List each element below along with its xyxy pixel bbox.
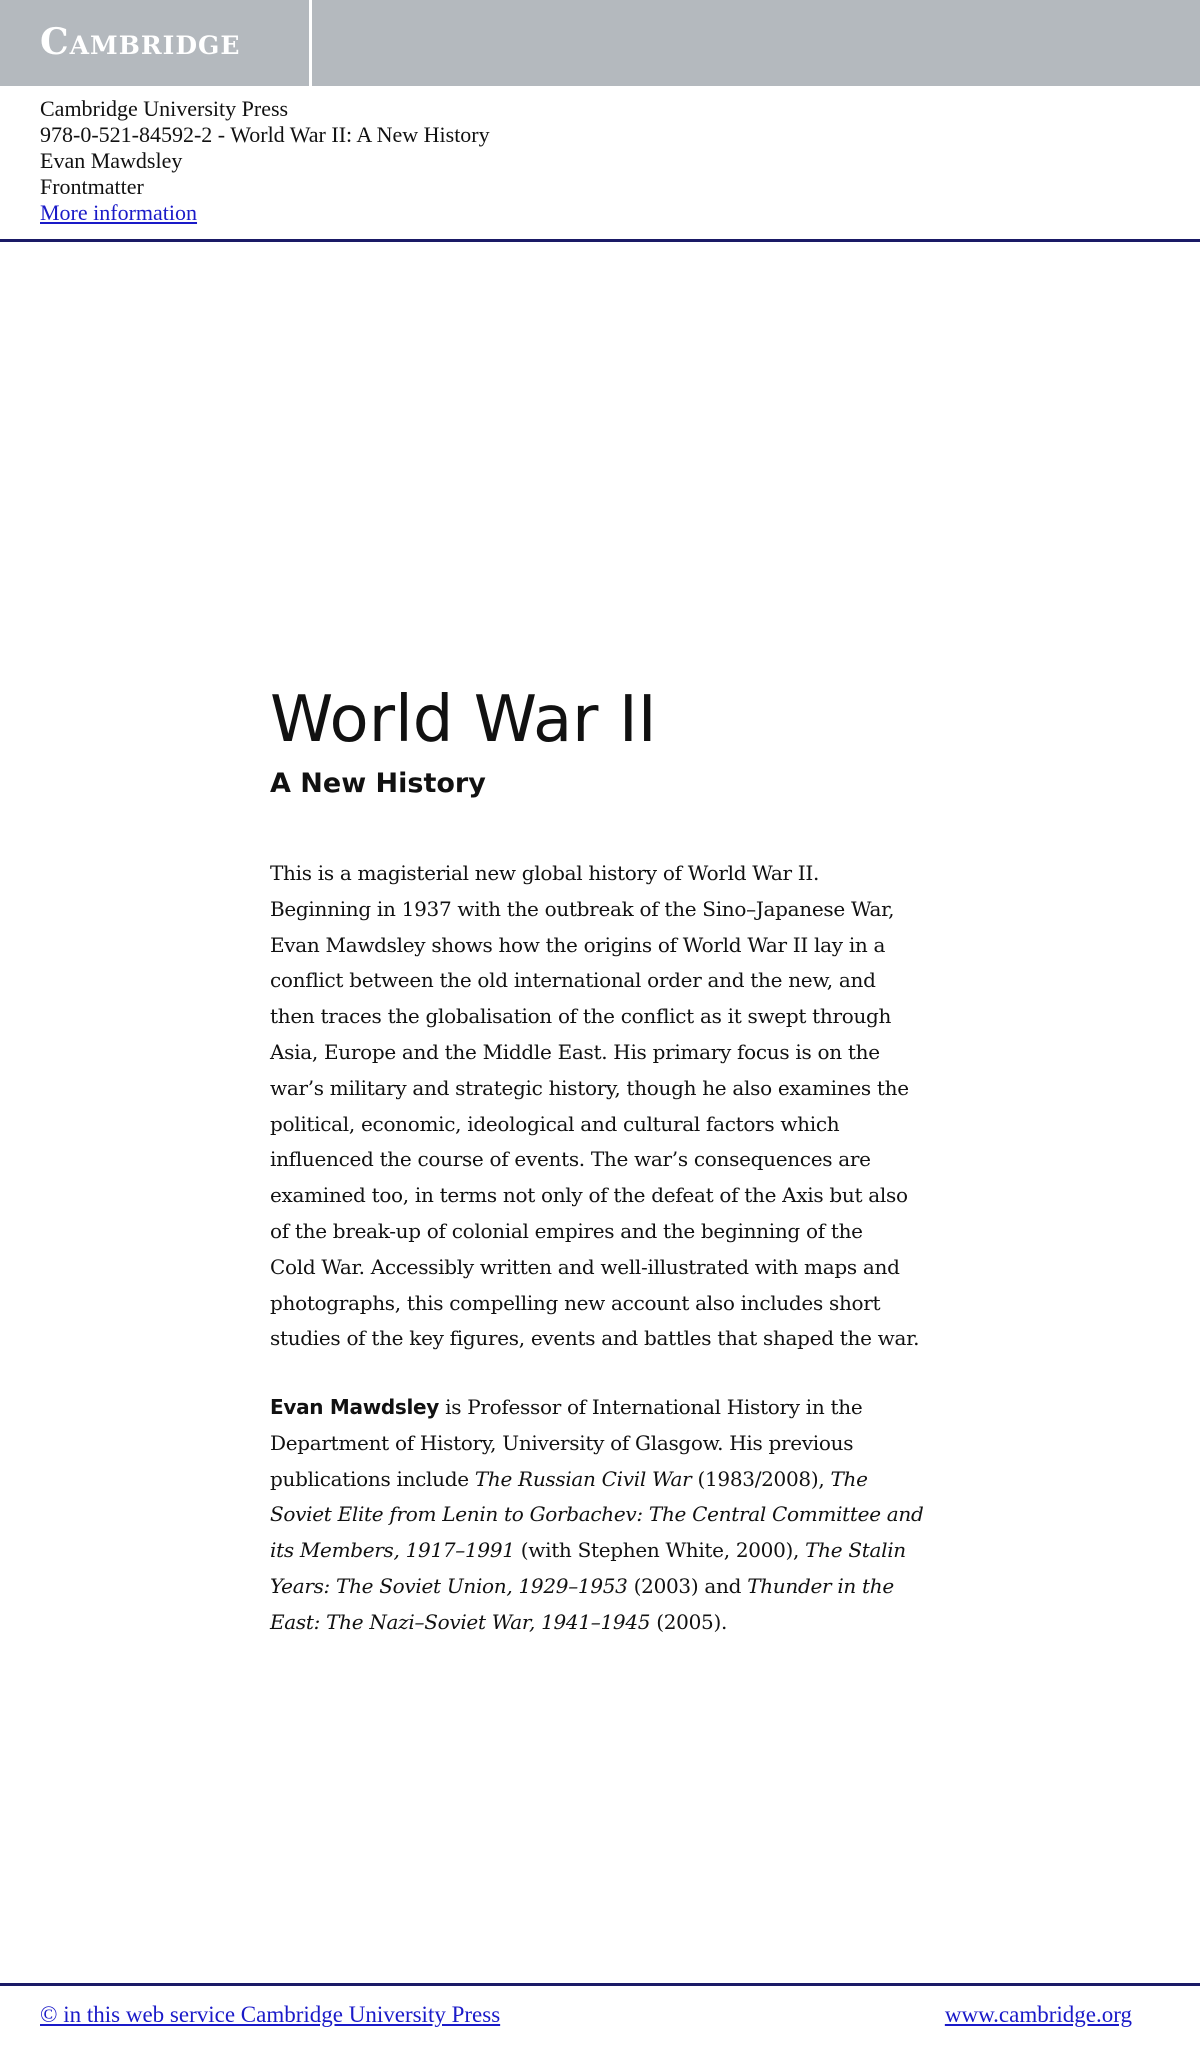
description-line: This is a magisterial new global history of World War II. [270,861,820,885]
header-meta [40,96,840,226]
description-line: then traces the globalisation of the conflict as it swept through [270,1004,892,1029]
book-title-soviet-elite: The [830,1466,868,1491]
book-title-thunder-in-the-east: Thunder in the [747,1573,894,1598]
bio-text: (2003) and [627,1573,748,1598]
description-line: influenced the course of events. The war’s consequences are [270,1147,871,1172]
description-line: Cold War. Accessibly written and well-illustrated with maps and [270,1254,900,1279]
bio-text: is Professor of International History in the [439,1395,863,1419]
description-line: examined too, in terms not only of the defeat of the Axis but also [270,1183,908,1208]
book-title: World War II [270,683,657,757]
bio-text: (1983/2008), [691,1466,831,1491]
book-subtitle: A New History [270,768,486,799]
more-information-link[interactable]: More information [40,200,198,225]
book-title-russian-civil-war: The Russian Civil War [474,1466,692,1491]
book-title-soviet-elite: its Members, 1917–1991 [270,1538,515,1563]
author-bio [270,1390,940,1641]
author-name: Evan Mawdsley [40,148,183,173]
bio-line [270,1569,940,1605]
bio-line: Department of History, University of Glasgow. His previous [270,1430,854,1455]
bio-text: (with Stephen White, 2000), [514,1538,806,1563]
book-title-stalin-years: Years: The Soviet Union, 1929–1953 [270,1573,628,1598]
description-line: studies of the key figures, events and battles that shaped the war. [270,1326,920,1351]
description-line: Asia, Europe and the Middle East. His primary focus is on the [270,1039,880,1064]
cambridge-logo: Cambridge [40,21,241,63]
brand-bar [0,0,1200,86]
bio-line [270,1497,940,1533]
book-title-soviet-elite: Soviet Elite from Lenin to Gorbachev: The Central Committee and [270,1502,924,1527]
bio-text: (2005). [650,1609,728,1634]
description-line: political, economic, ideological and cultural factors which [270,1111,840,1136]
description-line: conflict between the old international order and the new, and [270,968,876,993]
description-line: Beginning in 1937 with the outbreak of the Sino–Japanese War, [270,896,895,921]
website-link[interactable]: www.cambridge.org [944,2002,1132,2027]
description-line: war’s military and strategic history, though he also examines the [270,1075,909,1100]
bio-text: publications include [270,1466,475,1491]
description-line: Evan Mawdsley shows how the origins of World War II lay in a [270,932,886,957]
book-title-stalin-years: The Stalin [805,1538,906,1563]
brand-divider [309,0,312,86]
footer-rule [0,1983,1200,1986]
section-name: Frontmatter [40,174,144,199]
publisher-name: Cambridge University Press [40,96,289,121]
copyright-link[interactable]: © in this web service Cambridge University Press [40,2002,501,2027]
bio-line [270,1533,940,1569]
header-rule [0,239,1200,242]
bio-line [270,1462,940,1498]
isbn-title: 978-0-521-84592-2 - World War II: A New History [40,122,490,147]
book-description [270,856,940,1357]
description-line: photographs, this compelling new account also includes short [270,1290,881,1315]
book-title-thunder-in-the-east: East: The Nazi–Soviet War, 1941–1945 [270,1609,651,1634]
bio-line [270,1390,940,1426]
bio-line [270,1605,940,1641]
description-line: of the break-up of colonial empires and the beginning of the [270,1218,863,1243]
bio-author-name: Evan Mawdsley [270,1395,440,1419]
